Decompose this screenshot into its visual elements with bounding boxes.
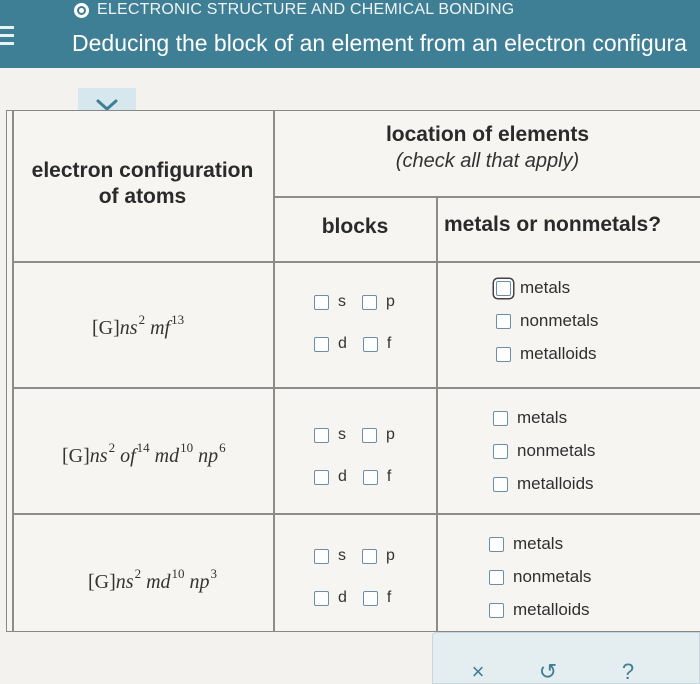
help-icon: ? — [621, 659, 635, 684]
electron-configuration-formula: $[G]ns^2$ $md^{10}$ $np^3$ — [88, 566, 218, 593]
classification-options — [496, 278, 614, 377]
nonmetals-checkbox[interactable]: nonmetals — [496, 311, 598, 331]
block-s-checkbox[interactable]: s — [314, 293, 346, 311]
metalloids-checkbox[interactable]: metalloids — [496, 344, 598, 364]
block-options — [314, 545, 411, 631]
table-divider — [273, 196, 700, 198]
location-header: location of elements — [385, 123, 590, 146]
metals-checkbox[interactable]: metals — [493, 408, 595, 428]
block-d-checkbox[interactable]: d — [314, 468, 347, 486]
undo-icon: ↺ — [538, 659, 558, 684]
block-f-checkbox[interactable]: f — [363, 335, 391, 353]
table-divider — [12, 387, 700, 389]
blocks-header: blocks — [321, 215, 389, 238]
metalloids-checkbox[interactable]: metalloids — [493, 474, 595, 494]
nonmetals-checkbox[interactable]: nonmetals — [489, 567, 591, 587]
hamburger-menu-icon[interactable] — [0, 26, 16, 48]
block-options — [314, 424, 411, 510]
electron-configuration-formula: $[G]ns^2$ $mf^{13}$ — [92, 312, 185, 339]
block-options — [314, 291, 411, 377]
topic-row — [74, 0, 514, 20]
page-title: Deducing the block of an element from an electron configura — [72, 30, 687, 56]
block-p-checkbox[interactable]: p — [362, 293, 395, 311]
metalloids-checkbox[interactable]: metalloids — [489, 600, 591, 620]
electron-config-header-line2: of atoms — [98, 185, 187, 208]
table-divider — [273, 110, 275, 632]
classification-options — [489, 534, 607, 633]
topic-label: ELECTRONIC STRUCTURE AND CHEMICAL BONDING — [97, 1, 515, 18]
electron-configuration-formula: $[G]ns^2$ $of^{14}$ $md^{10}$ $np^6$ — [62, 440, 226, 467]
top-header-bar — [0, 0, 700, 68]
topic-status-icon — [74, 3, 89, 18]
block-s-checkbox[interactable]: s — [314, 426, 346, 444]
location-subheader: (check all that apply) — [395, 150, 580, 172]
answer-toolbar — [432, 632, 700, 684]
block-d-checkbox[interactable]: d — [314, 589, 347, 607]
electron-config-header — [12, 158, 273, 210]
table-divider — [12, 513, 700, 515]
undo-button[interactable] — [533, 659, 563, 684]
metals-header: metals or nonmetals? — [444, 213, 662, 236]
block-p-checkbox[interactable]: p — [362, 426, 395, 444]
nonmetals-checkbox[interactable]: nonmetals — [493, 441, 595, 461]
metals-checkbox[interactable]: metals — [496, 278, 598, 298]
block-f-checkbox[interactable]: f — [363, 589, 391, 607]
block-f-checkbox[interactable]: f — [363, 468, 391, 486]
close-icon: × — [471, 659, 485, 684]
block-d-checkbox[interactable]: d — [314, 335, 347, 353]
clear-button[interactable] — [463, 659, 493, 684]
block-p-checkbox[interactable]: p — [362, 547, 395, 565]
block-s-checkbox[interactable]: s — [314, 547, 346, 565]
table-divider — [12, 261, 700, 263]
help-button[interactable] — [613, 659, 643, 684]
electron-config-header-line1: electron configuration — [31, 159, 254, 182]
metals-checkbox[interactable]: metals — [489, 534, 591, 554]
classification-options — [493, 408, 611, 507]
